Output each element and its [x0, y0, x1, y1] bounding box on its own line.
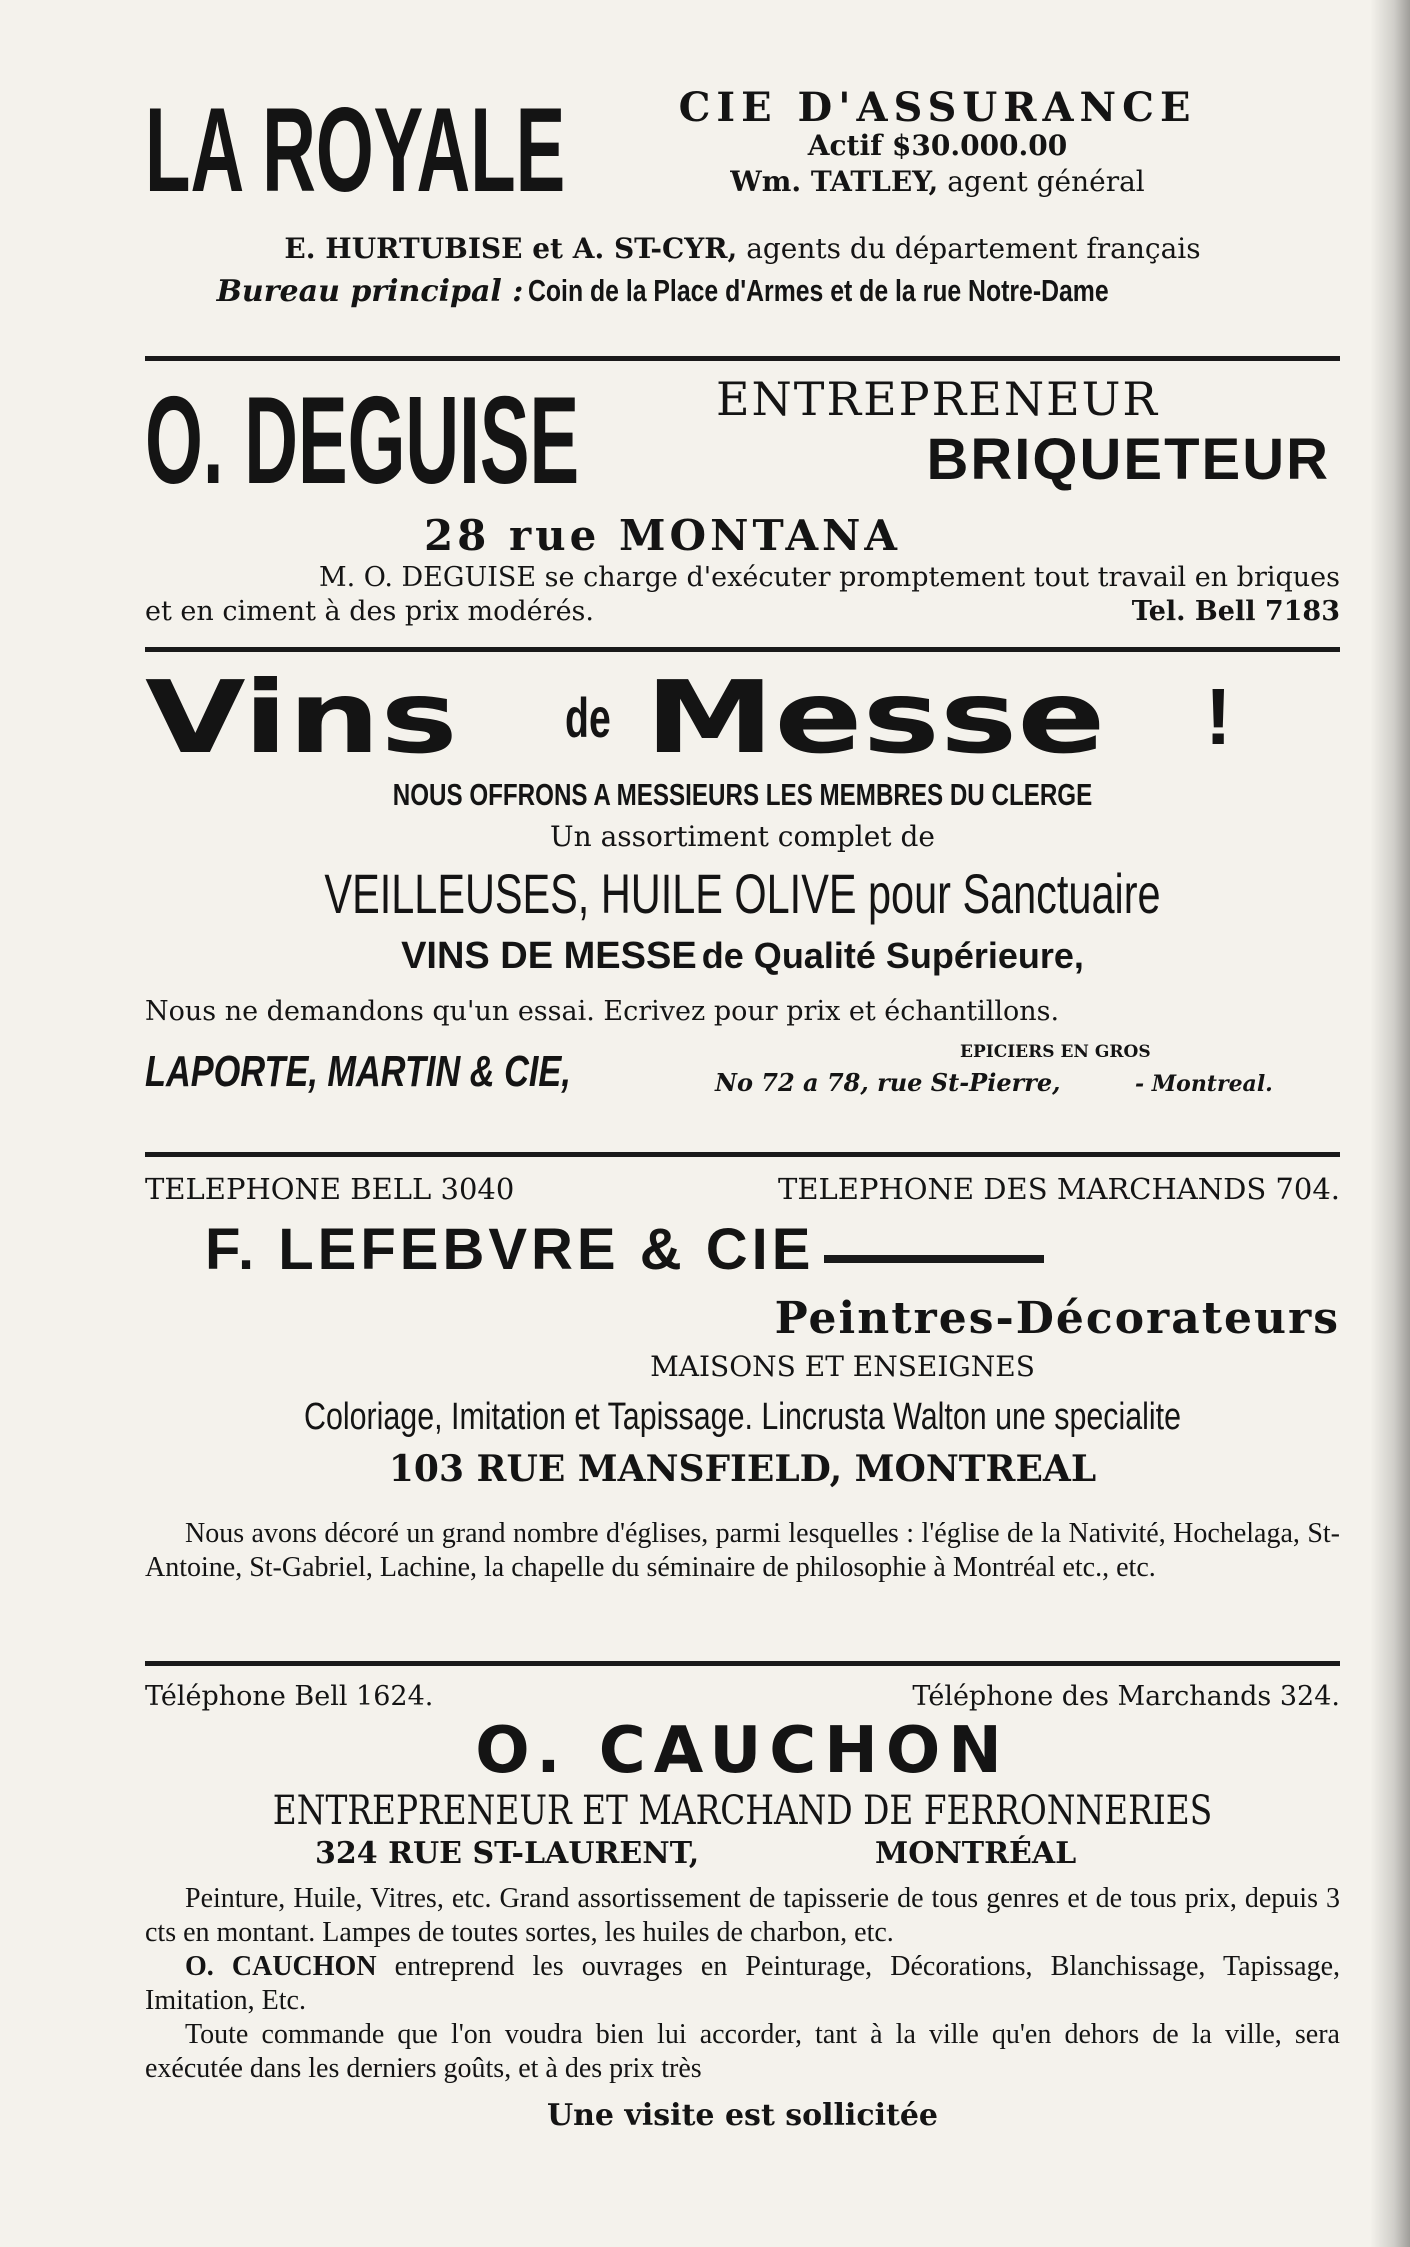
ad-cauchon — [145, 1666, 1340, 2140]
lefebvre-address: 103 RUE MANSFIELD, MONTREAL — [388, 1448, 1097, 1490]
deguise-name: O. DEGUISE — [145, 372, 580, 510]
lefebvre-underline — [824, 1255, 1044, 1263]
vins-products: VEILLEUSES, HUILE OLIVE pour Sanctuaire — [324, 862, 1161, 925]
vins-firm-address: No 72 a 78, rue St-Pierre, — [715, 1068, 1061, 1097]
vins-quality-a: VINS DE MESSE — [401, 935, 697, 977]
ad-vins-de-messe — [145, 652, 1340, 1152]
cauchon-p1: Peinture, Huile, Vitres, etc. Grand assortissement de tapisserie de tous genres et de tous prix, depuis 3 cts en montant. Lampes de toutes sortes, les huiles de charbon, etc. — [145, 1883, 1340, 1948]
deguise-title1: ENTREPRENEUR — [715, 372, 1160, 426]
deguise-desc-line1: M. O. DEGUISE se charge d'exécuter promptement tout travail en briques — [319, 562, 1340, 593]
advertisement-page — [145, 80, 1340, 2140]
royale-dept-role: agents du département français — [746, 232, 1201, 265]
vins-headline-mark: ! — [1205, 672, 1232, 761]
vins-headline-de: de — [565, 685, 611, 749]
lefebvre-phone-merchants: TELEPHONE DES MARCHANDS 704. — [778, 1172, 1340, 1206]
lefebvre-phone-bell: TELEPHONE BELL 3040 — [145, 1172, 515, 1206]
vins-assortment: Un assortiment complet de — [550, 820, 935, 853]
cauchon-address-city: MONTRÉAL — [875, 1836, 1077, 1871]
ad-la-royale — [145, 80, 1340, 350]
deguise-title2: BRIQUETEUR — [926, 427, 1330, 492]
royale-company: CIE D'ASSURANCE — [678, 84, 1197, 131]
deguise-address: 28 rue MONTANA — [423, 511, 902, 560]
royale-assets: Actif $30.000.00 — [807, 129, 1068, 162]
royale-office-label: Bureau principal : — [216, 274, 524, 309]
vins-offer: NOUS OFFRONS A MESSIEURS LES MEMBRES DU CLERGE — [392, 777, 1093, 812]
lefebvre-services: Coloriage, Imitation et Tapissage. Lincrusta Walton une specialite — [303, 1396, 1182, 1438]
vins-quality-b: de Qualité Supérieure, — [701, 935, 1084, 976]
cauchon-p2-rest: entreprend les ouvrages en Peinturage, Décorations, Blanchissage, Tapissage, Imitation, Etc. — [145, 1951, 1341, 2016]
cauchon-address-street: 324 RUE ST-LAURENT, — [315, 1836, 700, 1871]
royale-name: LA ROYALE — [145, 83, 566, 217]
vins-headline-a: Vins — [145, 658, 458, 776]
lefebvre-desc: Nous avons décoré un grand nombre d'églises, parmi lesquelles : l'église de la Nativité, Hochelaga, St-Antoine, St-Gabriel, Lachine, la chapelle du séminaire de philosophie à Montréal etc., etc. — [145, 1518, 1340, 1583]
cauchon-phone-bell: Téléphone Bell 1624. — [145, 1681, 434, 1712]
cauchon-p2-name: O. CAUCHON — [185, 1951, 377, 1982]
vins-firm-city: - Montreal. — [1135, 1071, 1273, 1097]
cauchon-name: O. CAUCHON — [475, 1714, 1010, 1788]
vins-firm-role: EPICIERS EN GROS — [960, 1042, 1151, 1062]
vins-trial: Nous ne demandons qu'un essai. Ecrivez pour prix et échantillons. — [145, 996, 1060, 1027]
lefebvre-name: F. LEFEBVRE & CIE — [205, 1216, 815, 1282]
vins-firm: LAPORTE, MARTIN & CIE, — [145, 1047, 571, 1096]
page-edge-shadow — [1370, 0, 1410, 2247]
royale-dept-agents: E. HURTUBISE et A. ST-CYR, — [284, 232, 738, 265]
deguise-phone: Tel. Bell 7183 — [1131, 596, 1340, 627]
cauchon-phone-merchants: Téléphone des Marchands 324. — [912, 1681, 1340, 1712]
ad-deguise — [145, 361, 1340, 641]
vins-headline-b: Messe — [645, 658, 1106, 776]
royale-agent-role: agent général — [947, 165, 1145, 198]
royale-office-address: Coin de la Place d'Armes et de la rue Notre-Dame — [528, 273, 1110, 308]
lefebvre-sub: MAISONS ET ENSEIGNES — [650, 1350, 1035, 1383]
cauchon-title: ENTREPRENEUR ET MARCHAND DE FERRONNERIES — [272, 1788, 1213, 1834]
ad-lefebvre — [145, 1157, 1340, 1661]
cauchon-p3: Toute commande que l'on voudra bien lui accorder, tant à la ville qu'en dehors de la ville, sera exécutée dans les derniers goûts, et à des prix très — [145, 2019, 1340, 2084]
deguise-desc-line2: et en ciment à des prix modérés. — [145, 596, 594, 627]
cauchon-closing: Une visite est sollicitée — [546, 2098, 939, 2133]
lefebvre-trade: Peintres-Décorateurs — [774, 1293, 1340, 1344]
royale-agent-name: Wm. TATLEY, — [730, 165, 939, 198]
